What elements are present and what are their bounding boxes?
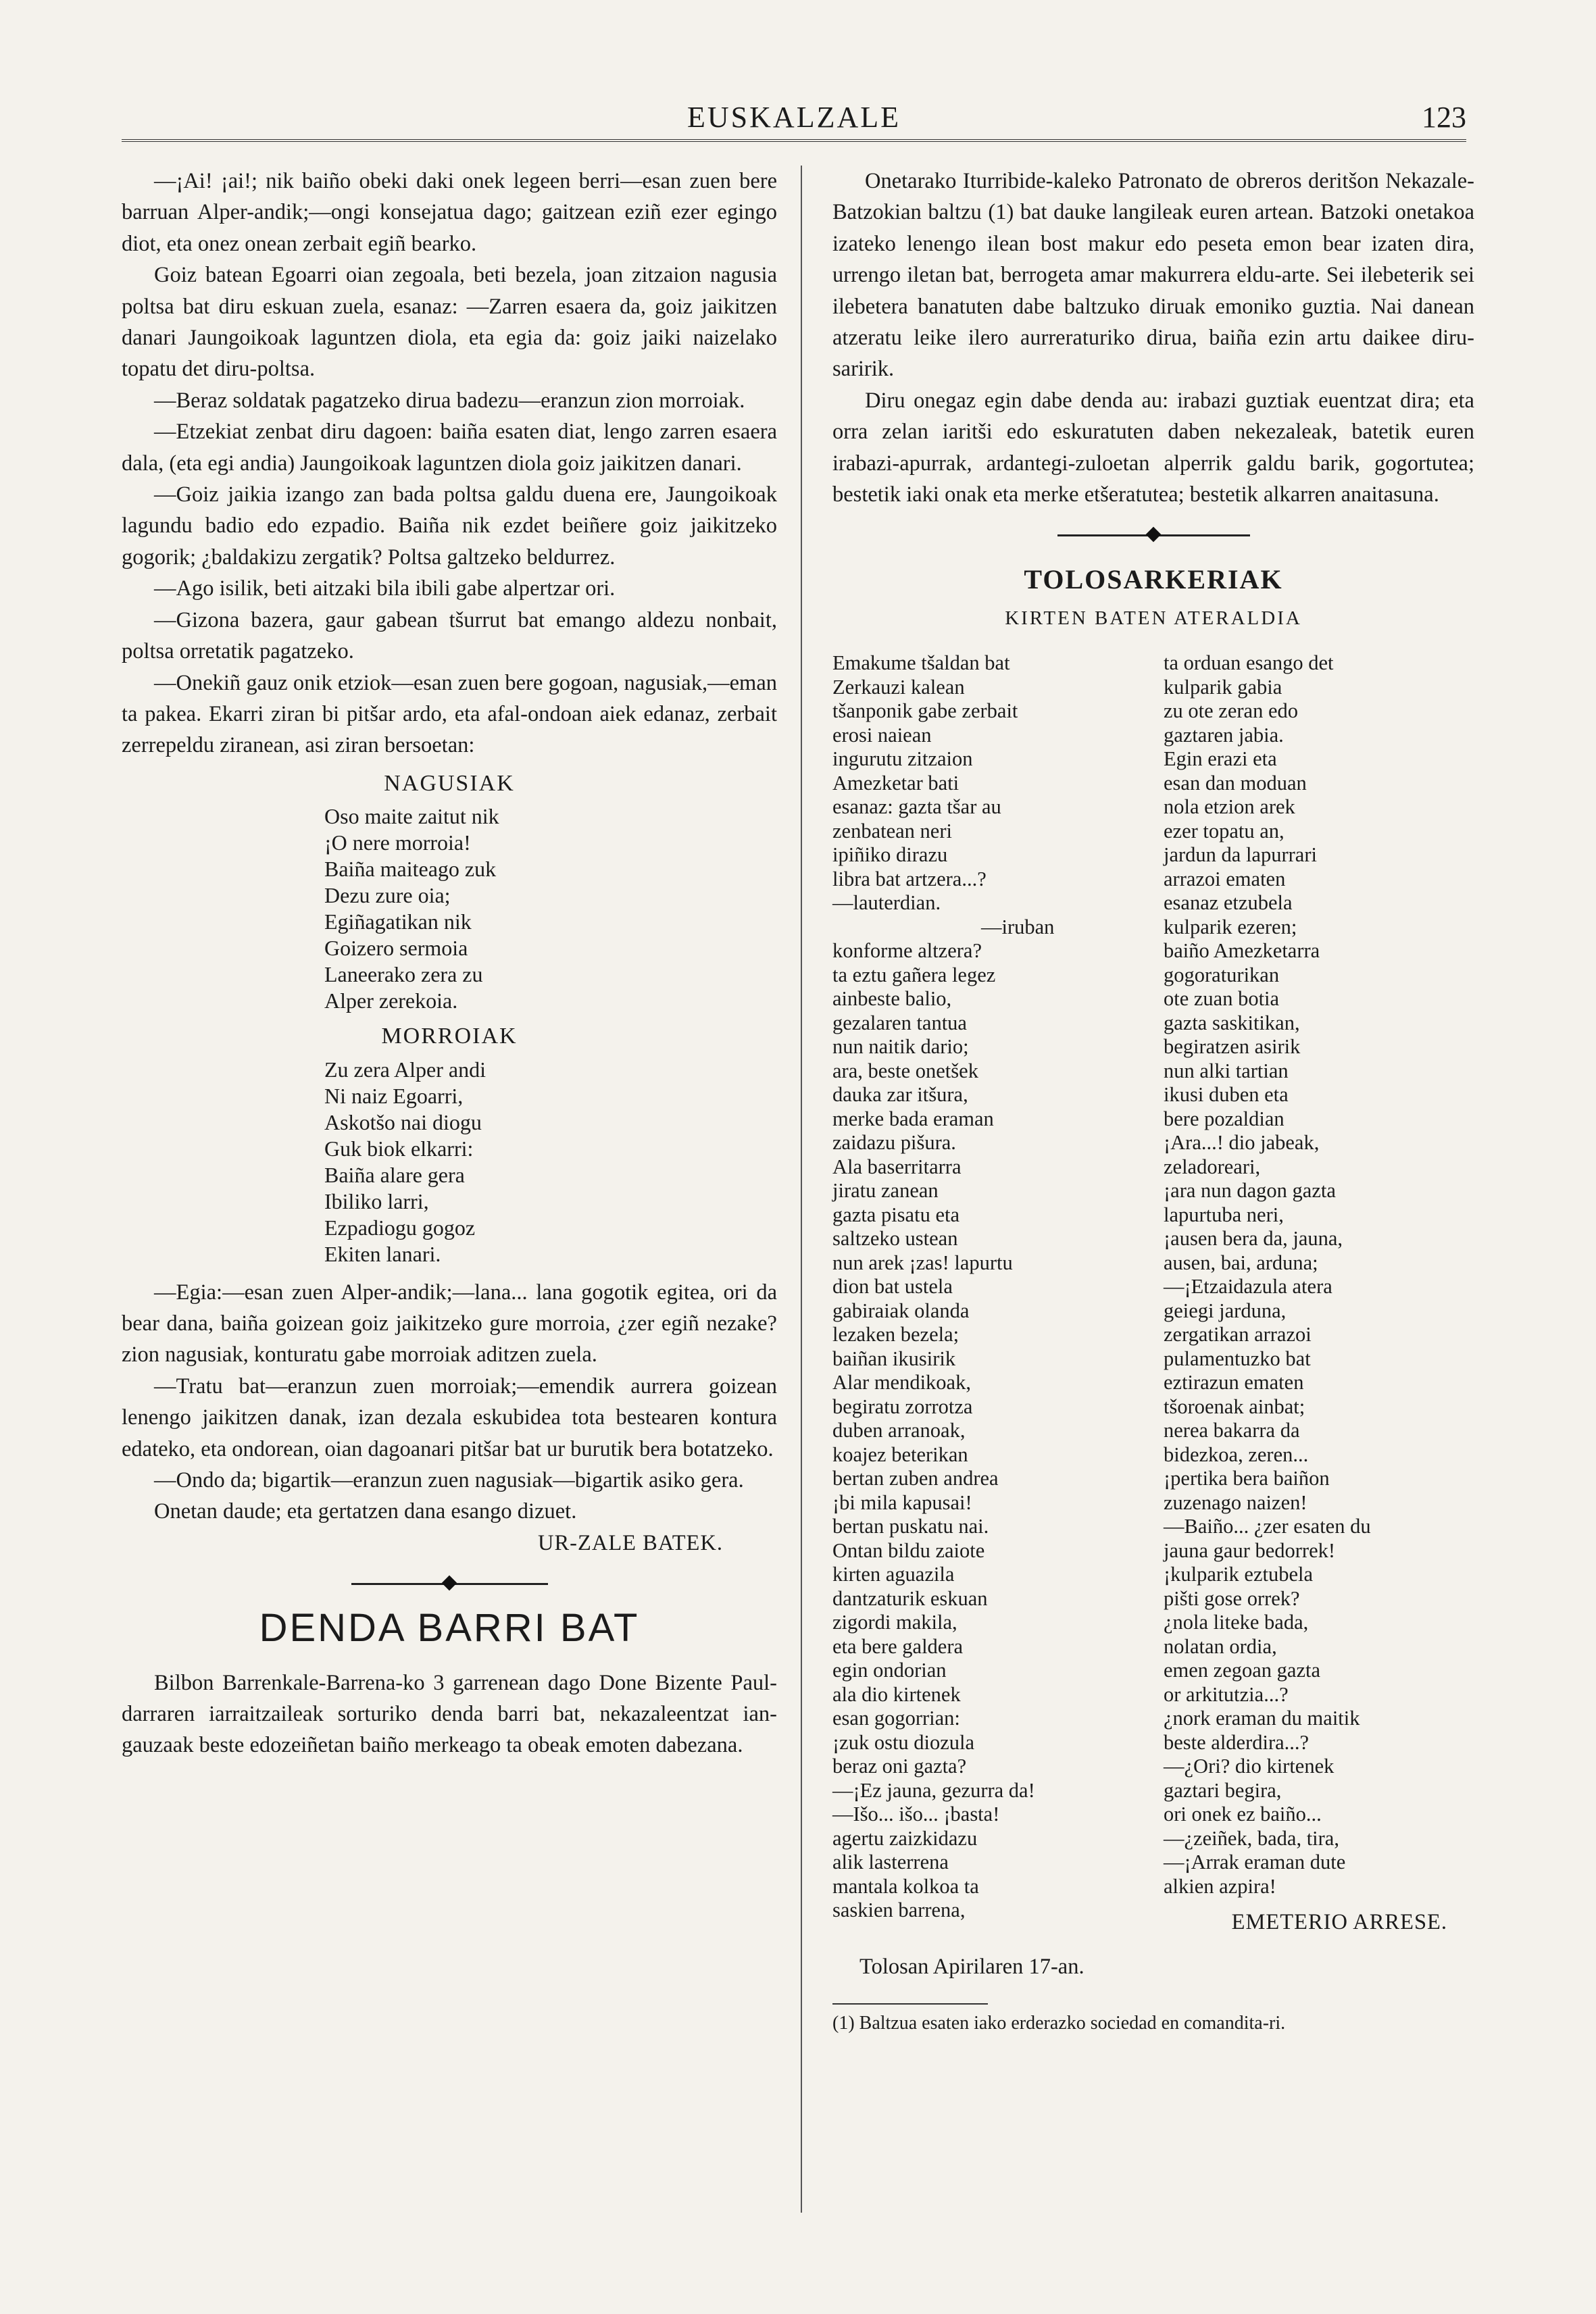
verse-line: ¡ausen bera da, jauna,: [1164, 1227, 1343, 1251]
verse-line: gazta saskitikan,: [1164, 1011, 1300, 1034]
verse-line: Guk biok elkarri:: [324, 1136, 474, 1161]
verse-line: gezalaren tantua: [832, 1011, 967, 1034]
running-title: EUSKALZALE: [687, 101, 901, 134]
verse-line: Ezpadiogu gogoz: [324, 1215, 476, 1240]
verse-line: ingurutu zitzaion: [832, 747, 973, 771]
verse-line: emen zegoan gazta: [1164, 1659, 1320, 1682]
poem-title-nagusiak: NAGUSIAK: [384, 770, 515, 796]
verse-line: —¡Etzaidazula atera: [1164, 1275, 1332, 1299]
verse-line: nun alki tartian: [1164, 1059, 1289, 1082]
verse-line: ala dio kirtenek: [832, 1682, 961, 1706]
verse-line: zeladoreari,: [1164, 1155, 1261, 1178]
column-divider: [801, 166, 802, 2213]
verse-line: pulamentuzko bat: [1164, 1347, 1311, 1370]
header-rule: [122, 139, 1466, 142]
paragraph: —Egia:—esan zuen Alper-andik;—lana... lana gogotik egitea, ori da bear dana, baiña goizean goiz jaikitzeko gure morroia, ¿zer egiñ nezake? zion nagusiak, konturatu gabe morroiak aditzen zuela.: [122, 1280, 777, 1367]
signature: UR-ZALE BATEK.: [538, 1530, 723, 1555]
verse-line: egin ondorian: [832, 1659, 947, 1682]
verse-line: alkien azpira!: [1164, 1874, 1276, 1898]
page-number: 123: [1422, 101, 1466, 134]
paragraph: —Ondo da; bigartik—eranzun zuen nagusiak—bigartik asiko gera.: [154, 1467, 744, 1492]
verse-line: koajez beterikan: [832, 1442, 968, 1466]
verse-line: baiño Amezketarra: [1164, 939, 1320, 963]
verse-line: —iruban: [981, 915, 1055, 938]
verse-line: Egin erazi eta: [1164, 747, 1277, 771]
verse-line: Ekiten lanari.: [324, 1241, 441, 1266]
ornament-divider: [122, 1575, 777, 1592]
verse-line: ausen, bai, arduna;: [1164, 1251, 1318, 1274]
verse-line: esanaz etzubela: [1164, 891, 1293, 915]
verse-line: dion bat ustela: [832, 1275, 953, 1299]
verse-line: ikusi duben eta: [1164, 1083, 1289, 1107]
paragraph: Goiz batean Egoarri oian zegoala, beti bezela, joan zitzaion nagusia poltsa bat diru eskuan zuela, esanaz: —Zarren esaera da, goiz jaikitzen danari Jaungoikoak laguntzen diola, eta egia da: goiz jaiki naizelako topatu det diru-poltsa.: [122, 263, 777, 382]
paragraph: Diru onegaz egin dabe denda au: irabazi guztiak euentzat dira; eta orra zelan iaritši edo eskuratuten daben nekezaleak, batetik euren irabazi-apurrak, ardantegi-zuloetan alperrik galdu barik, gogortutea; bestetik iaki onak eta merke etšeratutea; bestetik alkarren anaitasuna.: [832, 388, 1474, 507]
verse-line: saskien barrena,: [832, 1898, 966, 1922]
verse-line: —Išo... išo... ¡basta!: [832, 1803, 1000, 1826]
verse-line: ezer topatu an,: [1164, 819, 1285, 842]
paragraph: —Tratu bat—eranzun zuen morroiak;—emendik aurrera goizean lenengo jaikitzen danak, izan dezala eskubidea tota bestearen kontura edateko, eta ondorean, oian dagoanari pitšar bat ur burutik bera botatzeko.: [122, 1374, 777, 1461]
verse-line: ote zuan botia: [1164, 987, 1280, 1011]
verse-line: ¿nola liteke bada,: [1164, 1611, 1309, 1634]
verse-line: nola etzion arek: [1164, 795, 1295, 819]
verse-line: esan dan moduan: [1164, 771, 1307, 795]
verse-line: ¡Ara...! dio jabeak,: [1164, 1131, 1320, 1155]
left-column: [122, 166, 777, 1761]
verse-line: merke bada eraman: [832, 1107, 994, 1130]
verse-line: esan gogorrian:: [832, 1707, 960, 1730]
verse-line: eta bere galdera: [832, 1634, 964, 1658]
paragraph: Bilbon Barrenkale-Barrena-ko 3 garrenean dago Done Bizente Paul-darraren iarraitzaileak sorturiko denda barri bat, nekazaleentzat ian-gauzaak beste edozeiñetan baiño merkeago ta obeak emoten dabezana.: [122, 1670, 777, 1758]
verse-line: begiratu zorrotza: [832, 1394, 973, 1418]
paragraph: Onetarako Iturribide-kaleko Patronato de obreros deritšon Nekazale-Batzokian baltzu (1) bat dauke langileak euren artean. Batzoki onetakoa izateko lenengo ilean bost makur edo peseta emon bear izaten dira, urrengo iletan bat, berrogeta amar makurrera eldu-arte. Sei ilebeterik sei ilebetera banatuten dabe baltzuko diruak emoniko guztia. Nai danean atzeratu leike ilero aurreraturiko dirua, baiña ezin artu daikee diru-saririk.: [832, 169, 1474, 382]
verse-line: Ontan bildu zaiote: [832, 1538, 985, 1562]
verse-line: ¡pertika bera baiñon: [1164, 1467, 1330, 1490]
verse-line: or arkitutzia...?: [1164, 1682, 1289, 1706]
verse-line: begiratzen asirik: [1164, 1035, 1301, 1059]
verse-line: saltzeko ustean: [832, 1227, 958, 1251]
verse-line: ta eztu gañera legez: [832, 963, 996, 986]
paragraph: —Etzekiat zenbat diru dagoen: baiña esaten diat, lengo zarren esaera dala, (eta egi andia) Jaungoikoak laguntzen diola goiz jaikitzen danari.: [122, 420, 777, 476]
verse-line: Amezketar bati: [832, 771, 959, 795]
verse-line: ainbeste balio,: [832, 987, 952, 1011]
verse-line: lapurtuba neri,: [1164, 1203, 1284, 1226]
verse-line: konforme altzera?: [832, 939, 982, 963]
paragraph: —Ago isilik, beti aitzaki bila ibili gabe alpertzar ori.: [154, 576, 616, 601]
verse-line: ori onek ez baiño...: [1164, 1803, 1322, 1826]
paragraph: —Beraz soldatak pagatzeko dirua badezu—eranzun zion morroiak.: [154, 388, 745, 413]
verse-line: gaztaren jabia.: [1164, 723, 1284, 747]
verse-line: bere pozaldian: [1164, 1107, 1285, 1130]
place-date: Tolosan Apirilaren 17-an.: [859, 1955, 1084, 1980]
verse-line: bidezkoa, zeren...: [1164, 1442, 1309, 1466]
paragraph: —Gizona bazera, gaur gabean tšurrut bat emango aldezu nonbait, poltsa orretatik pagatzeko.: [122, 607, 777, 664]
poem-morroiak: [324, 1057, 777, 1267]
verse-line: Zerkauzi kalean: [832, 675, 965, 699]
verse-line: duben arranoak,: [832, 1419, 966, 1442]
verse-line: gaztari begira,: [1164, 1778, 1282, 1802]
verse-line: nolatan ordia,: [1164, 1634, 1277, 1658]
verse-line: nun naitik dario;: [832, 1035, 969, 1059]
section-title: TOLOSARKERIAK: [1024, 564, 1283, 595]
verse-line: Oso maite zaitut nik: [324, 804, 499, 829]
verse-line: bertan zuben andrea: [832, 1467, 999, 1490]
verse-line: bertan puskatu nai.: [832, 1515, 989, 1538]
verse-line: Alar mendikoak,: [832, 1371, 971, 1394]
verse-line: kirten aguazila: [832, 1563, 955, 1586]
poem-nagusiak: [324, 803, 777, 1014]
verse-line: —¡Arrak eraman dute: [1164, 1851, 1346, 1874]
verse-line: geiegi jarduna,: [1164, 1299, 1287, 1322]
verse-line: Emakume tšaldan bat: [832, 651, 1010, 675]
verse-line: kulparik ezeren;: [1164, 915, 1297, 938]
poem-title-morroiak: MORROIAK: [381, 1024, 518, 1049]
paragraph: —Onekiñ gauz onik etziok—esan zuen bere gogoan, nagusiak,—eman ta pakea. Ekarri ziran bi pitšar ardo, eta afal-ondoan aiek edanaz, zerbait zerrepeldu ziranean, asi ziran bersoetan:: [122, 670, 777, 758]
verse-line: —lauterdian.: [832, 891, 941, 915]
verse-line: Baiña alare gera: [324, 1162, 465, 1187]
verse-line: beraz oni gazta?: [832, 1755, 967, 1778]
verse-line: jardun da lapurrari: [1164, 843, 1317, 867]
verse-line: —Baiño... ¿zer esaten du: [1164, 1515, 1371, 1538]
verse-line: Baiña maiteago zuk: [324, 857, 497, 882]
verse-line: gabiraiak olanda: [832, 1299, 970, 1322]
page-header: [122, 95, 1466, 142]
verse-line: kulparik gabia: [1164, 675, 1282, 699]
verse-line: ¡zuk ostu diozula: [832, 1730, 975, 1754]
verse-line: ¿nork eraman du maitik: [1164, 1707, 1360, 1730]
verse-line: ipiñiko dirazu: [832, 843, 948, 867]
verse-line: ta orduan esango det: [1164, 651, 1334, 675]
verse-line: baiñan ikusirik: [832, 1347, 956, 1370]
verse-line: zuzenago naizen!: [1164, 1490, 1307, 1514]
verse-line: ¡ara nun dagon gazta: [1164, 1179, 1336, 1203]
poem-column-2: [1164, 651, 1474, 1923]
verse-line: pišti gose orrek?: [1164, 1586, 1300, 1610]
verse-line: Ala baserritarra: [832, 1155, 962, 1178]
verse-line: ¡bi mila kapusai!: [832, 1490, 972, 1514]
verse-line: beste alderdira...?: [1164, 1730, 1310, 1754]
verse-line: zu ote zeran edo: [1164, 699, 1298, 723]
verse-line: Ni naiz Egoarri,: [324, 1083, 464, 1108]
poem-columns: [832, 651, 1474, 1923]
verse-line: zergatikan arrazoi: [1164, 1323, 1312, 1347]
footnote: (1) Baltzua esaten iako erderazko sociedad en comandita-ri.: [832, 2012, 1286, 2034]
verse-line: tšoroenak ainbat;: [1164, 1394, 1305, 1418]
verse-line: zenbatean neri: [832, 819, 952, 842]
verse-line: libra bat artzera...?: [832, 867, 987, 890]
verse-line: jiratu zanean: [832, 1179, 939, 1203]
verse-line: agertu zaizkidazu: [832, 1826, 978, 1850]
section-subtitle: KIRTEN BATEN ATERALDIA: [1005, 607, 1302, 629]
verse-line: nun arek ¡zas! lapurtu: [832, 1251, 1013, 1274]
verse-line: Laneerako zera zu: [324, 962, 483, 987]
verse-line: Egiñagatikan nik: [324, 909, 472, 934]
verse-line: gogoraturikan: [1164, 963, 1280, 986]
verse-line: esanaz: gazta tšar au: [832, 795, 1001, 819]
ornament-divider: [832, 526, 1474, 544]
verse-line: —¿Ori? dio kirtenek: [1164, 1755, 1335, 1778]
verse-line: jauna gaur bedorrek!: [1164, 1538, 1336, 1562]
verse-line: Dezu zure oia;: [324, 883, 451, 908]
verse-line: Askotšo nai diogu: [324, 1109, 482, 1134]
verse-line: ¡kulparik eztubela: [1164, 1563, 1314, 1586]
verse-line: Goizero sermoia: [324, 936, 468, 961]
verse-line: Ibiliko larri,: [324, 1188, 429, 1213]
verse-line: zigordi makila,: [832, 1611, 957, 1634]
verse-line: zaidazu pišura.: [832, 1131, 956, 1155]
verse-line: Alper zerekoia.: [324, 988, 458, 1013]
verse-line: ara, beste onetšek: [832, 1059, 978, 1082]
footnote-rule: [832, 2003, 988, 2005]
verse-line: gazta pisatu eta: [832, 1203, 959, 1226]
verse-line: ¡O nere morroia!: [324, 830, 471, 855]
poem-column-1: [832, 651, 1143, 1923]
verse-line: —¿zeiñek, bada, tira,: [1164, 1826, 1339, 1850]
verse-line: alik lasterrena: [832, 1851, 949, 1874]
verse-line: Zu zera Alper andi: [324, 1057, 486, 1082]
verse-line: tšanponik gabe zerbait: [832, 699, 1018, 723]
paragraph: —¡Ai! ¡ai!; nik baiño obeki daki onek legeen berri—esan zuen bere barruan Alper-andik;—ongi konsejatua dago; gaitzean eziñ ezer egingo diot, eta onez onean zerbait egiñ bearko.: [122, 169, 777, 256]
verse-line: mantala kolkoa ta: [832, 1874, 979, 1898]
verse-line: lezaken bezela;: [832, 1323, 959, 1347]
verse-line: —¡Ez jauna, gezurra da!: [832, 1778, 1035, 1802]
right-column: [832, 166, 1474, 2036]
verse-line: dantzaturik eskuan: [832, 1586, 988, 1610]
verse-line: dauka zar itšura,: [832, 1083, 968, 1107]
poem-signature: EMETERIO ARRESE.: [1231, 1909, 1447, 1934]
verse-line: eztirazun ematen: [1164, 1371, 1304, 1394]
article-title: DENDA BARRI BAT: [259, 1606, 640, 1651]
verse-line: nerea bakarra da: [1164, 1419, 1300, 1442]
paragraph: —Goiz jaikia izango zan bada poltsa galdu duena ere, Jaungoikoak lagundu badio edo ezpadio. Baiña nik ezdet beiñere goiz jaikitzeko gogorik; ¿baldakizu zergatik? Poltsa galtzeko beldurrez.: [122, 482, 777, 570]
verse-line: arrazoi ematen: [1164, 867, 1286, 890]
verse-line: erosi naiean: [832, 723, 932, 747]
paragraph: Onetan daude; eta gertatzen dana esango dizuet.: [154, 1499, 577, 1524]
